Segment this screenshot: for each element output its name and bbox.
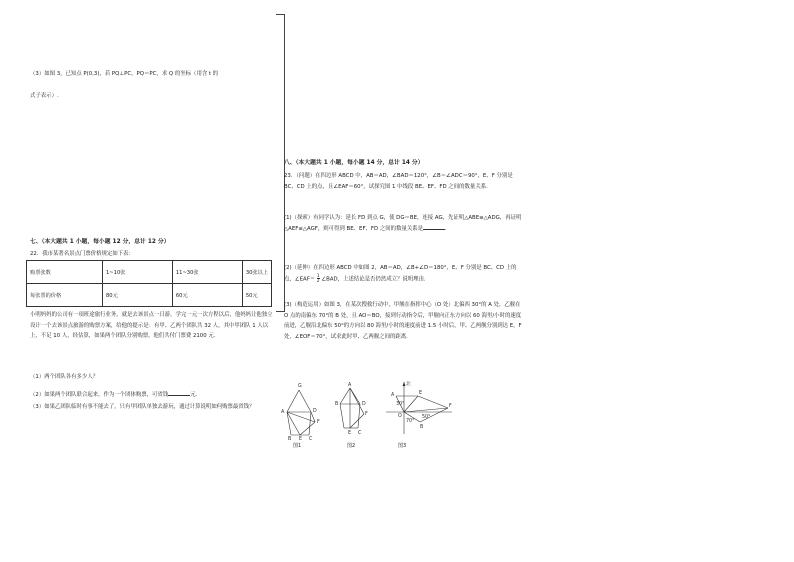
label-angle-70: 70° — [406, 419, 415, 424]
label-C: C — [309, 437, 313, 442]
q23-part-2-text-b: ∠BAD，上述结论是否仍然成立？说明理由. — [321, 275, 426, 282]
figure-1-caption: 图1 — [293, 443, 302, 449]
segment-B-down — [340, 404, 344, 428]
figure-2 — [335, 383, 374, 438]
segment-EF — [300, 422, 315, 435]
q22-intro: 22．我市某著名景点门票价格规定如下表： — [30, 251, 134, 257]
segment-AB-top — [340, 388, 350, 404]
segment-GD — [299, 390, 311, 412]
label-F: F — [449, 404, 452, 409]
fraction — [317, 274, 320, 284]
label-F: F — [365, 412, 368, 417]
price-table — [26, 260, 272, 307]
label-C: C — [358, 431, 362, 436]
table-cell: 80元 — [103, 284, 173, 307]
segment-GA — [287, 390, 299, 412]
label-G: G — [298, 384, 302, 389]
label-E: E — [299, 437, 303, 442]
q23-part-1-end: . — [445, 225, 447, 232]
q22-body: 小明妈妈的公司有一项班途旅行业务，就是去该景点一日游，学完一元一次方程以后，他妈妈让他独立设计一个去该景点旅游的购票方案，给他的提示是：有甲、乙两个团队共 32 人，其中甲团队 1 人以上，不足 10 人，经估算，如果两个团队分别购票，他们共付门票费 2100 元. — [30, 312, 273, 339]
answer-blank — [423, 224, 445, 230]
table-cell: 11~30张 — [172, 261, 242, 284]
table-cell: 1~10张 — [103, 261, 173, 284]
label-angle-30: 30° — [396, 402, 405, 407]
label-A: A — [281, 410, 285, 415]
label-O: O — [398, 414, 402, 419]
q23-part-2 — [284, 263, 524, 284]
q22-part-3: （3）如果乙团队临时有事不能去了，只有甲团队单独去游玩，通过计算说明如何购票最省钱？ — [30, 404, 255, 410]
label-north: 北 — [406, 382, 411, 387]
section-8-title: 八、（本大题共 1 小题，每小题 14 分，总计 14 分） — [284, 160, 424, 166]
figure-1 — [281, 380, 334, 442]
q23-part-1 — [284, 213, 524, 234]
fraction-numerator: 1 — [316, 272, 320, 278]
label-angle-50: 50° — [422, 415, 431, 420]
figure-2-caption: 图2 — [347, 443, 356, 449]
label-D: D — [362, 402, 366, 407]
q22-part-1: （1）两个团队各有多少人？ — [30, 374, 99, 380]
label-A: A — [348, 383, 352, 388]
segment-DC — [309, 412, 311, 435]
q3-line-1: （3）如图 3，已知点 P(0,3)，若 PQ⊥PC，PQ＝PC，求 Q 的坐标（用含 t 的 — [30, 71, 219, 77]
table-row — [27, 261, 272, 284]
q22-part-2-text: （2）如果两个团队联合起来，作为一个团体购票，可省钱 — [30, 392, 169, 398]
answer-blank — [168, 390, 190, 396]
section-7-title: 七、（本大题共 1 小题，每小题 12 分，总计 12 分） — [30, 239, 170, 245]
segment-AF — [350, 388, 364, 414]
table-row — [27, 284, 272, 307]
table-cell: 每张票的价格 — [27, 284, 103, 307]
q23-part-1-text: (1)（探索）有同学认为：延长 FD 到点 G，使 DG＝BE，连接 AG，先证明△ABE≌△ADG，再证明△AEF≌△AGF，则可得到 BE、EF、FD 之间的数量关系是 — [284, 215, 522, 232]
segment-EF — [350, 414, 364, 428]
q3-line-2: 式子表示）. — [30, 93, 59, 99]
table-cell: 60元 — [172, 284, 242, 307]
segment-EF — [418, 396, 448, 408]
segment-D-down — [358, 404, 360, 428]
label-A: A — [391, 393, 395, 398]
label-B: B — [288, 437, 292, 442]
figure-3 — [382, 378, 462, 438]
segment-OE — [404, 396, 418, 412]
figure-3-caption: 图3 — [398, 443, 407, 449]
label-B: B — [335, 402, 339, 407]
label-B: B — [420, 425, 424, 430]
table-cell: 50元 — [242, 284, 271, 307]
q23-part-2-text-a: (2)（延伸）在四边形 ABCD 中如图 2，AB＝AD，∠B+∠D＝180°，E、F 分别是 BC、CD 上的点，∠EAF＝ — [284, 265, 517, 282]
table-cell: 30张以上 — [242, 261, 271, 284]
label-F: F — [317, 420, 320, 425]
q22-part-2 — [30, 390, 197, 399]
q23-problem: 23．（问题）在四边形 ABCD 中，AB＝AD，∠BAD＝120°，∠B＝∠ADC＝90°，E、F 分别是 BC、CD 上的点，且∠EAF＝60°，试探究图 1 中线段 BE、EF、FD 之间的数量关系. — [284, 173, 513, 190]
label-E: E — [419, 391, 423, 396]
label-E: E — [348, 431, 352, 436]
fraction-denominator: 2 — [316, 277, 320, 283]
table-cell: 购票张数 — [27, 261, 103, 284]
q23-part-3: (3)（构造运用）如图 3，在某次搜救行动中，甲舰在指挥中心（O 处）北偏西 30°的 A 处，乙舰在 O 点的南偏东 70°的 B 处，且 AO＝BO，接到行动指令后，甲舰向正东方向以 60 海里/小时的速度前进，乙舰沿北偏东 50°的方向以 80 海里/小时的速度前进 1.5 小时后，甲、乙两舰分别到达 E，F 处，∠EOF＝70°，试求此时甲、乙两舰之间的距离. — [284, 302, 522, 340]
q22-part-2-unit: 元. — [190, 392, 198, 398]
label-D: D — [313, 409, 317, 414]
